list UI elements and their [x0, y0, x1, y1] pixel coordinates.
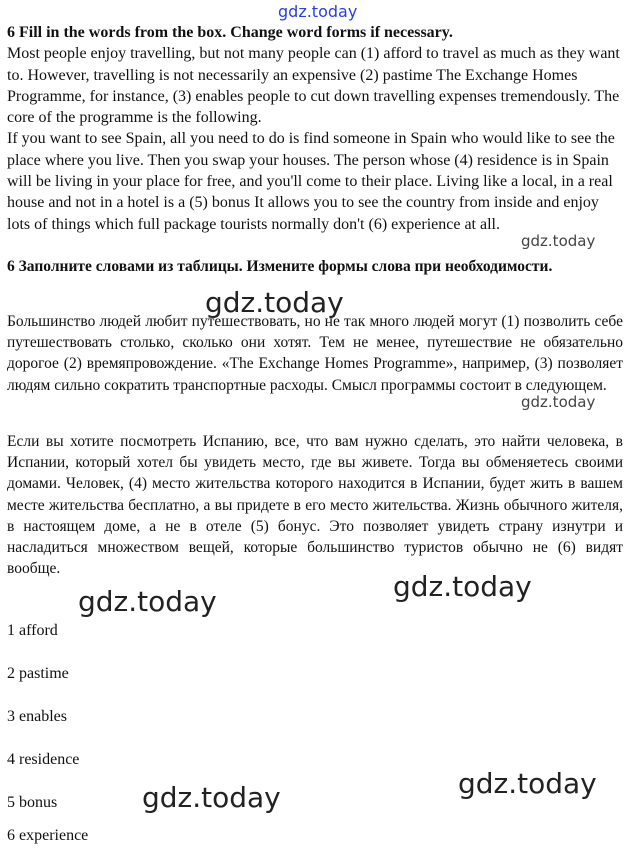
english-exercise [7, 22, 625, 235]
watermark-top: gdz.today [278, 2, 358, 21]
watermark-large: gdz.today [393, 570, 532, 603]
russian-paragraph-1: Большинство людей любит путешествовать, но не так много людей могут (1) позволить себе путешествовать столько, сколько они хотят. Тем не менее, путешествие не обязательно дорогое (2) времяпровождение. «The Exchange Homes Programme», например, (3) позволяет людям сильно сократить транспортные расходы. Смысл программы состоит в следующем. [7, 313, 623, 394]
watermark-large: gdz.today [205, 286, 344, 319]
russian-title: 6 Заполните словами из таблицы. Измените формы слова при необходимости. [7, 258, 553, 275]
english-title: 6 Fill in the words from the box. Change word forms if necessary. [7, 24, 453, 41]
answer-item: 4 residence [7, 751, 80, 768]
answer-item: 6 experience [7, 827, 89, 844]
watermark-large: gdz.today [458, 767, 597, 800]
answer-item: 5 bonus [7, 794, 58, 811]
english-paragraph-1: Most people enjoy travelling, but not many people can (1) afford to travel as much as they want to. However, travelling is not necessarily an expensive (2) pastime The Exchange Homes Programme, for instance, (3) enables people to cut down travelling expenses tremendously. The core of the programme is the following. [7, 45, 620, 127]
watermark-large: gdz.today [142, 781, 281, 814]
watermark-small: gdz.today [521, 393, 596, 411]
watermark-small: gdz.today [521, 232, 596, 250]
answer-item: 1 afford [7, 622, 58, 639]
answer-item: 2 pastime [7, 665, 69, 682]
english-paragraph-2: If you want to see Spain, all you need to do is find someone in Spain who would like to see the place where you live. Then you swap your houses. The person whose (4) residence is in Spain will be living in your place for free, and you'll come to their place. Living like a local, in a real house and not in a hotel is a (5) bonus It allows you to see the country from inside and enjoy lots of things which full package tourists normally don't (6) experience at all. [7, 130, 615, 233]
answer-item: 3 enables [7, 708, 67, 725]
russian-paragraph-2: Если вы хотите посмотреть Испанию, все, что вам нужно сделать, это найти человека, в Испании, который хотел бы увидеть место, где вы живете. Тогда вы обменяетесь своими домами. Человек, (4) место жительства которого находится в Испании, будет жить в вашем месте жительства бесплатно, а вы придете в его место жительства. Жизнь обычного жителя, в настоящем доме, а не в отеле (5) бонус. Это позволяет увидеть страну изнутри и насладиться множеством вещей, которые большинство туристов обычно не (6) видят вообще. [7, 433, 623, 578]
watermark-large: gdz.today [78, 585, 217, 618]
